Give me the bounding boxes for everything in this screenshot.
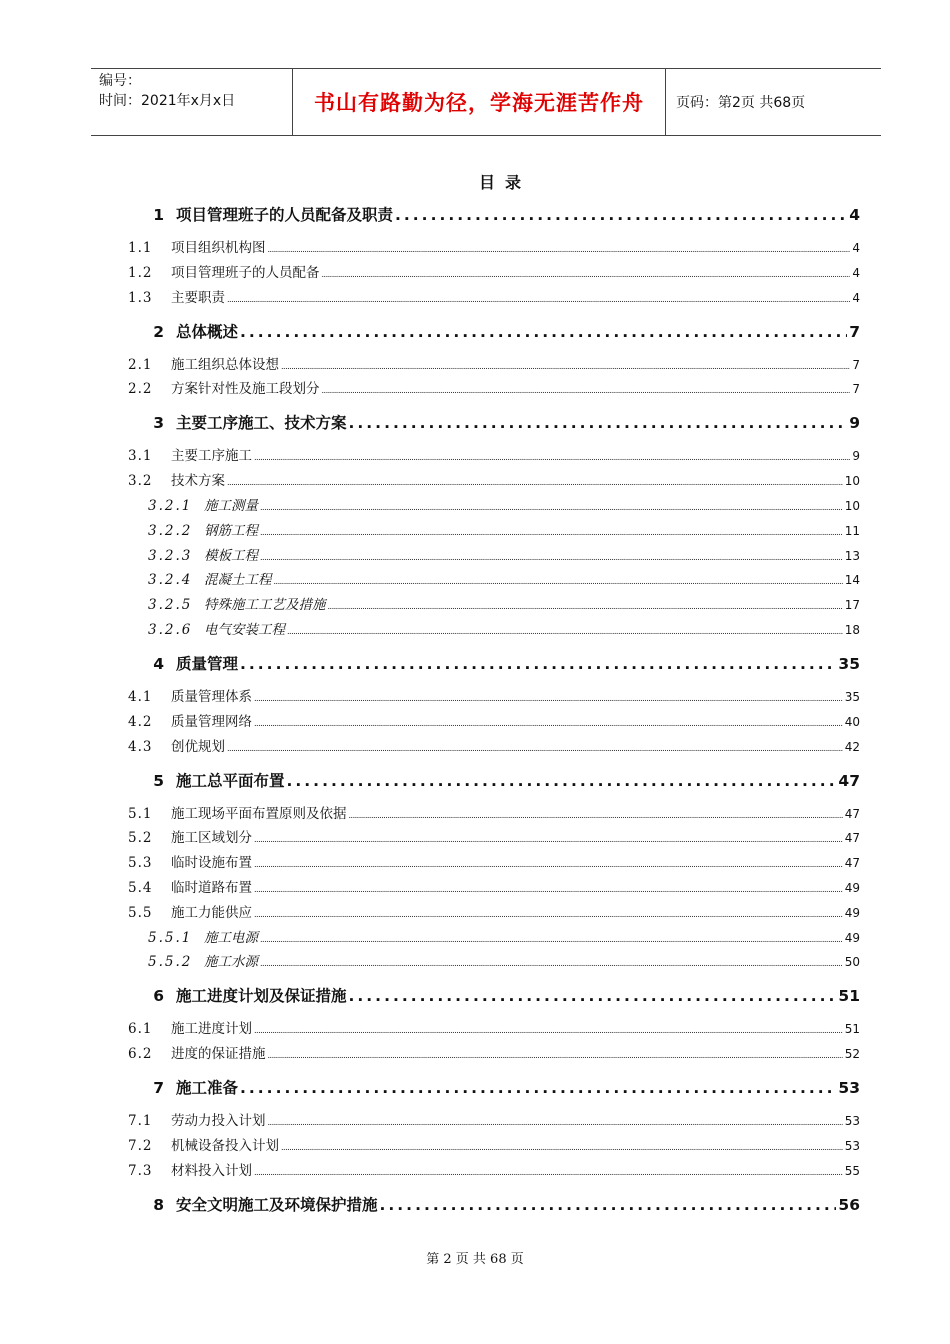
toc-entry-number: 7.2 bbox=[128, 1138, 153, 1154]
toc-entry-6-2[interactable] bbox=[128, 1042, 860, 1062]
toc-entry-number: 8 bbox=[153, 1195, 164, 1214]
toc-entry-3-2-6[interactable] bbox=[128, 618, 860, 638]
toc-entry-label: 技术方案 bbox=[171, 473, 225, 490]
toc-entry-page: 47 bbox=[844, 806, 860, 821]
toc-entry-label: 质量管理体系 bbox=[171, 689, 252, 705]
toc-entry-page: 53 bbox=[844, 1139, 860, 1153]
toc-entry-page: 56 bbox=[838, 1195, 860, 1214]
toc-entry-number: 2.1 bbox=[128, 356, 153, 373]
toc-leader-dots bbox=[254, 835, 843, 844]
toc-leader-dots bbox=[268, 1051, 843, 1060]
toc-entry-number: 3.2.5 bbox=[148, 597, 193, 614]
toc-leader-dots bbox=[322, 386, 851, 395]
toc-leader-dots bbox=[260, 528, 843, 537]
toc-entry-number: 1.2 bbox=[128, 264, 153, 281]
toc-entry-label: 质量管理 bbox=[176, 655, 239, 673]
toc-entry-5-5-2[interactable] bbox=[128, 950, 860, 970]
page-footer: 第 2 页 共 68 页 bbox=[426, 1252, 524, 1267]
toc-entry-page: 35 bbox=[838, 655, 860, 673]
toc-leader-dots bbox=[260, 553, 843, 562]
toc-entry-label: 钢筋工程 bbox=[204, 522, 258, 539]
header-motto-cell bbox=[293, 69, 666, 135]
toc-entry-2[interactable] bbox=[128, 320, 860, 342]
toc-leader-dots bbox=[240, 323, 847, 341]
toc-leader-dots bbox=[254, 1026, 843, 1035]
toc-entry-label: 质量管理网络 bbox=[171, 713, 252, 730]
toc-entry-3-2-1[interactable] bbox=[128, 494, 860, 514]
toc-entry-number: 6.2 bbox=[128, 1046, 153, 1063]
toc-entry-label: 方案针对性及施工段划分 bbox=[171, 381, 320, 398]
toc-entry-number: 6.1 bbox=[128, 1021, 153, 1038]
toc-entry-page: 14 bbox=[844, 573, 860, 588]
toc-entry-number: 1.1 bbox=[128, 240, 153, 256]
toc-leader-dots bbox=[227, 744, 843, 753]
toc-entry-number: 7.3 bbox=[128, 1162, 153, 1179]
toc-entry-3-1[interactable] bbox=[128, 444, 860, 464]
toc-entry-page: 47 bbox=[844, 831, 860, 846]
toc-entry-number: 2.2 bbox=[128, 381, 153, 398]
toc-entry-page: 11 bbox=[844, 523, 860, 538]
toc-entry-page: 50 bbox=[844, 955, 860, 970]
toc-entry-page: 4 bbox=[852, 265, 860, 280]
toc-leader-dots bbox=[254, 860, 843, 869]
header-time-label: 时间：2021年x月x日 bbox=[99, 93, 236, 109]
toc-leader-dots bbox=[349, 414, 848, 432]
toc-entry-number: 5.4 bbox=[128, 880, 153, 896]
toc-entry-5-5[interactable] bbox=[128, 901, 860, 921]
toc-entry-page: 51 bbox=[838, 987, 860, 1006]
toc-entry-page: 13 bbox=[844, 548, 860, 563]
toc-entry-page: 49 bbox=[844, 930, 860, 945]
toc-entry-number: 3.2.2 bbox=[148, 522, 193, 539]
toc-entry-5-1[interactable] bbox=[128, 802, 860, 822]
toc-entry-label: 进度的保证措施 bbox=[171, 1046, 266, 1063]
toc-entry-label: 项目管理班子的人员配备 bbox=[171, 264, 320, 281]
header-page-cell bbox=[666, 69, 881, 135]
toc-leader-dots bbox=[287, 772, 837, 790]
toc-entry-8[interactable] bbox=[128, 1193, 860, 1215]
toc-leader-dots bbox=[254, 885, 843, 894]
toc-entry-page: 7 bbox=[852, 382, 860, 397]
toc-entry-label: 施工进度计划及保证措施 bbox=[176, 987, 347, 1006]
toc-entry-page: 4 bbox=[852, 290, 860, 305]
toc-leader-dots bbox=[322, 270, 851, 279]
toc-leader-dots bbox=[268, 1118, 843, 1127]
toc-entry-page: 10 bbox=[844, 499, 860, 513]
toc-entry-3-2-5[interactable] bbox=[128, 593, 860, 613]
toc-entry-page: 49 bbox=[844, 881, 860, 895]
toc-entry-number: 3.2 bbox=[128, 473, 153, 490]
toc-entry-5-2[interactable] bbox=[128, 826, 860, 846]
toc-entry-5-3[interactable] bbox=[128, 851, 860, 871]
toc-entry-page: 10 bbox=[844, 474, 860, 489]
toc-entry-page: 52 bbox=[844, 1047, 860, 1062]
toc-entry-label: 创优规划 bbox=[171, 738, 225, 755]
toc-entry-3[interactable] bbox=[128, 411, 860, 433]
toc-entry-label: 施工现场平面布置原则及依据 bbox=[171, 805, 347, 822]
toc-entry-label: 施工区域划分 bbox=[171, 830, 252, 847]
toc-entry-7-3[interactable] bbox=[128, 1159, 860, 1179]
toc-entry-label: 材料投入计划 bbox=[171, 1162, 252, 1179]
toc-leader-dots bbox=[380, 1196, 837, 1214]
toc-entry-label: 施工电源 bbox=[204, 929, 258, 946]
toc-entry-page: 53 bbox=[844, 1114, 860, 1129]
toc-entry-7-2[interactable] bbox=[128, 1134, 860, 1154]
toc-entry-label: 总体概述 bbox=[176, 322, 239, 341]
toc-leader-dots bbox=[254, 910, 843, 919]
toc-entry-page: 35 bbox=[844, 690, 860, 704]
toc-entry-number: 5.5 bbox=[128, 904, 153, 921]
toc-entry-number: 5.5.1 bbox=[148, 929, 193, 946]
toc-leader-dots bbox=[328, 602, 843, 611]
toc-leader-dots bbox=[254, 1168, 843, 1177]
toc-entry-label: 电气安装工程 bbox=[204, 622, 285, 638]
toc-entry-label: 施工准备 bbox=[176, 1079, 239, 1098]
toc-entry-page: 53 bbox=[838, 1079, 860, 1098]
toc-entry-label: 特殊施工工艺及措施 bbox=[204, 597, 326, 614]
toc-leader-dots bbox=[254, 453, 850, 462]
toc-entry-3-2-2[interactable] bbox=[128, 519, 860, 539]
toc-entry-number: 4.3 bbox=[128, 738, 153, 755]
toc-leader-dots bbox=[281, 1143, 843, 1152]
toc-entry-label: 临时设施布置 bbox=[171, 855, 252, 872]
toc-entry-page: 51 bbox=[844, 1022, 860, 1037]
toc-entry-2-1[interactable] bbox=[128, 353, 860, 373]
header-meta bbox=[91, 69, 293, 135]
toc-entry-page: 4 bbox=[849, 206, 860, 224]
toc-entry-label: 施工进度计划 bbox=[171, 1021, 252, 1038]
toc-entry-page: 47 bbox=[838, 771, 860, 790]
toc-entry-page: 49 bbox=[844, 905, 860, 920]
toc-entry-number: 3 bbox=[153, 414, 164, 433]
header-page-label: 页码：第2页 共68页 bbox=[676, 95, 806, 111]
toc-entry-label: 临时道路布置 bbox=[171, 880, 252, 896]
toc-entry-label: 劳动力投入计划 bbox=[171, 1113, 266, 1130]
toc-entry-number: 5.2 bbox=[128, 830, 153, 847]
toc-entry-label: 主要职责 bbox=[171, 289, 225, 306]
toc-entry-5-4[interactable] bbox=[128, 876, 860, 896]
toc-leader-dots bbox=[227, 295, 850, 304]
toc-entry-7-1[interactable] bbox=[128, 1109, 860, 1129]
toc-entry-label: 项目管理班子的人员配备及职责 bbox=[176, 206, 394, 224]
toc-entry-number: 5 bbox=[153, 771, 164, 790]
toc-entry-page: 9 bbox=[849, 414, 860, 433]
toc-entry-page: 17 bbox=[844, 598, 860, 613]
toc-leader-dots bbox=[395, 206, 847, 224]
toc-entry-number: 3.2.6 bbox=[148, 622, 193, 638]
toc-entry-4-1[interactable] bbox=[128, 685, 860, 705]
toc-entry-label: 主要工序施工 bbox=[171, 448, 252, 465]
page-header bbox=[91, 68, 881, 136]
toc-leader-dots bbox=[349, 987, 837, 1005]
toc-entry-3-2-3[interactable] bbox=[128, 544, 860, 564]
toc-entry-5[interactable] bbox=[128, 769, 860, 791]
toc-entry-4-2[interactable] bbox=[128, 710, 860, 730]
toc-entry-number: 6 bbox=[153, 987, 164, 1006]
toc-entry-label: 混凝土工程 bbox=[204, 572, 272, 589]
toc-entry-number: 1.3 bbox=[128, 289, 153, 306]
toc-leader-dots bbox=[260, 959, 843, 968]
toc-entry-1-2[interactable] bbox=[128, 261, 860, 281]
toc-entry-page: 9 bbox=[852, 449, 860, 464]
header-number-label: 编号： bbox=[99, 73, 141, 89]
toc-entry-number: 3.2.3 bbox=[148, 547, 193, 564]
toc-leader-dots bbox=[268, 245, 851, 254]
toc-entry-label: 施工总平面布置 bbox=[176, 771, 285, 790]
toc-entry-page: 18 bbox=[844, 623, 860, 637]
toc-leader-dots bbox=[227, 478, 843, 487]
toc-leader-dots bbox=[349, 811, 843, 820]
toc-entry-page: 40 bbox=[844, 714, 860, 729]
toc-entry-number: 5.3 bbox=[128, 855, 153, 872]
toc-entry-number: 1 bbox=[153, 206, 164, 224]
toc-leader-dots bbox=[254, 719, 843, 728]
toc-entry-number: 5.5.2 bbox=[148, 954, 193, 971]
toc-entry-page: 47 bbox=[844, 856, 860, 871]
toc-title: 目录 bbox=[478, 173, 531, 192]
toc-entry-number: 7 bbox=[153, 1079, 164, 1098]
toc-entry-label: 施工测量 bbox=[204, 498, 258, 514]
toc-entry-label: 施工组织总体设想 bbox=[171, 356, 279, 373]
toc-entry-number: 4 bbox=[153, 655, 164, 673]
toc-leader-dots bbox=[240, 655, 836, 673]
toc-entry-label: 安全文明施工及环境保护措施 bbox=[176, 1195, 378, 1214]
toc-entry-label: 项目组织机构图 bbox=[171, 240, 266, 256]
toc-entry-page: 42 bbox=[844, 739, 860, 754]
toc-entry-1[interactable] bbox=[128, 203, 860, 225]
toc-entry-number: 7.1 bbox=[128, 1113, 153, 1130]
toc-leader-dots bbox=[274, 577, 843, 586]
toc-leader-dots bbox=[240, 1079, 836, 1097]
toc-entry-label: 施工水源 bbox=[204, 954, 258, 971]
toc-entry-page: 55 bbox=[844, 1163, 860, 1178]
toc-entry-number: 4.2 bbox=[128, 713, 153, 730]
toc-entry-number: 2 bbox=[153, 322, 164, 341]
toc-entry-6-1[interactable] bbox=[128, 1017, 860, 1037]
toc-entry-6[interactable] bbox=[128, 984, 860, 1006]
toc-leader-dots bbox=[281, 362, 850, 371]
toc-leader-dots bbox=[260, 503, 843, 512]
toc-entry-4[interactable] bbox=[128, 652, 860, 674]
toc-entry-2-2[interactable] bbox=[128, 377, 860, 397]
toc-entry-label: 施工力能供应 bbox=[171, 904, 252, 921]
toc-leader-dots bbox=[260, 935, 843, 944]
toc-entry-label: 主要工序施工、技术方案 bbox=[176, 414, 347, 433]
toc-entry-page: 4 bbox=[852, 241, 860, 255]
toc-entry-number: 3.2.4 bbox=[148, 572, 193, 589]
header-motto: 书山有路勤为径，学海无涯苦作舟 bbox=[314, 91, 644, 115]
toc-entry-7[interactable] bbox=[128, 1076, 860, 1098]
toc-entry-page: 7 bbox=[849, 322, 860, 341]
toc-leader-dots bbox=[287, 627, 843, 636]
toc-entry-number: 5.1 bbox=[128, 805, 153, 822]
toc-entry-3-2-4[interactable] bbox=[128, 568, 860, 588]
toc-entry-5-5-1[interactable] bbox=[128, 926, 860, 946]
toc-entry-number: 3.2.1 bbox=[148, 498, 193, 514]
toc-entry-1-3[interactable] bbox=[128, 286, 860, 306]
toc-entry-page: 7 bbox=[852, 357, 860, 372]
toc-leader-dots bbox=[254, 694, 843, 703]
toc-entry-label: 机械设备投入计划 bbox=[171, 1138, 279, 1154]
toc-entry-number: 4.1 bbox=[128, 689, 153, 705]
toc-entry-4-3[interactable] bbox=[128, 735, 860, 755]
toc-entry-3-2[interactable] bbox=[128, 469, 860, 489]
toc-entry-1-1[interactable] bbox=[128, 236, 860, 256]
toc-entry-label: 模板工程 bbox=[204, 547, 258, 564]
toc-entry-number: 3.1 bbox=[128, 448, 153, 465]
